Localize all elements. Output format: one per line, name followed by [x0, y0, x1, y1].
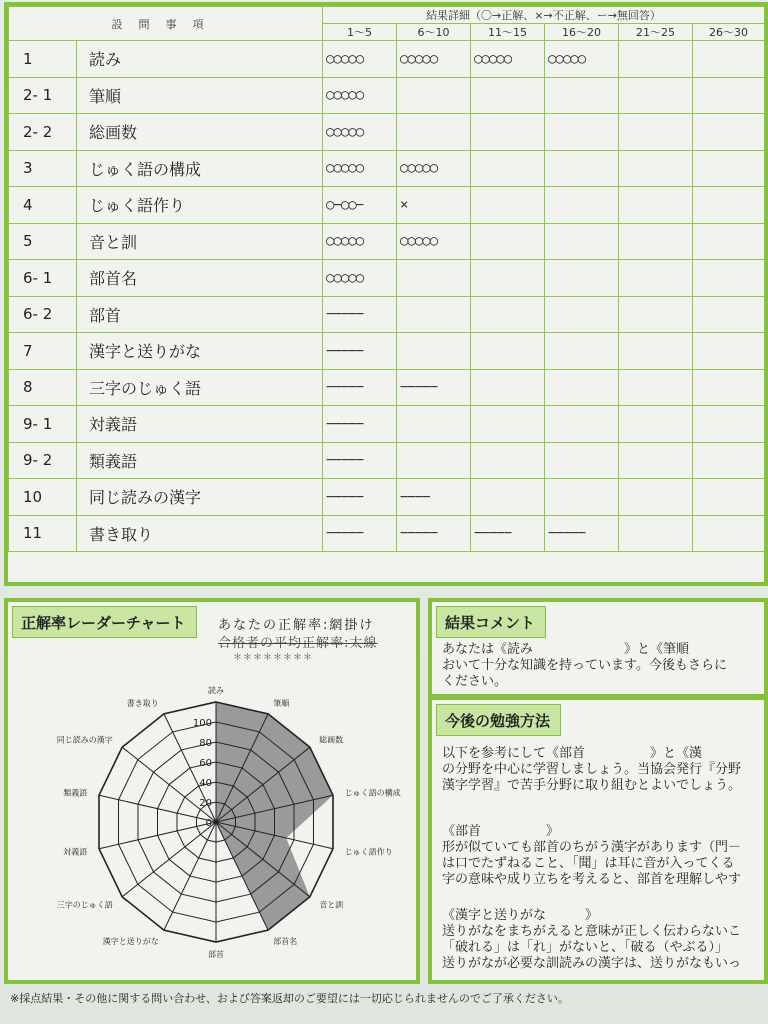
study-p1-line-2: の分野を中心に学習しましょう。当協会発行『分野	[442, 762, 742, 777]
table-row	[9, 41, 765, 78]
result-cell	[471, 260, 545, 297]
result-cell	[693, 406, 765, 443]
result-cell	[619, 41, 693, 78]
results-table	[4, 2, 768, 586]
result-cell: −−−−−	[323, 406, 397, 443]
result-cell	[397, 296, 471, 333]
result-cell: ○○○○○	[323, 223, 397, 260]
result-cell	[471, 479, 545, 516]
study-p3-line-1: 送りがなをまちがえると意味が正しく伝わらないこ	[442, 924, 742, 939]
scale-label: 0	[205, 818, 212, 829]
scale-label: 100	[192, 718, 212, 729]
study-p3-line-3: 送りがなが必要な訓読みの漢字は、送りがなもいっ	[442, 956, 742, 971]
result-cell	[693, 41, 765, 78]
table-row	[9, 77, 765, 114]
result-cell	[545, 223, 619, 260]
result-cell	[619, 150, 693, 187]
scale-label: 60	[199, 758, 212, 769]
question-name: 総画数	[77, 114, 323, 151]
result-cell: ○−○○−	[323, 187, 397, 224]
table-row	[9, 260, 765, 297]
footer-note: ※採点結果・その他に関する問い合わせ、および答案返却のご要望には一切応じられませんのでご了承ください。	[10, 992, 569, 1005]
axis-label: 書き取り	[126, 699, 159, 709]
result-cell	[397, 406, 471, 443]
study-p2-line-3: 字の意味や成り立ちを考えると、部首を理解しやす	[442, 872, 742, 887]
result-cell	[545, 296, 619, 333]
result-cell	[619, 187, 693, 224]
result-cell: −−−−−	[323, 479, 397, 516]
result-cell	[693, 515, 765, 552]
result-cell: −−−−−	[323, 333, 397, 370]
comment-panel	[428, 598, 768, 698]
result-cell	[545, 442, 619, 479]
question-name: 類義語	[77, 442, 323, 479]
header-detail: 結果詳細（〇→正解、×→不正解、ー→無回答）	[323, 7, 765, 24]
result-cell	[545, 114, 619, 151]
question-name: 対義語	[77, 406, 323, 443]
range-header: 16～20	[545, 24, 619, 41]
question-name: じゅく語の構成	[77, 150, 323, 187]
axis-spoke	[164, 822, 216, 930]
result-cell	[471, 114, 545, 151]
result-cell	[471, 223, 545, 260]
result-cell	[693, 223, 765, 260]
question-name: 部首	[77, 296, 323, 333]
axis-label: 同じ読みの漢字	[56, 735, 113, 745]
study-panel	[428, 696, 768, 984]
axis-label: 対義語	[63, 847, 88, 857]
question-name: 部首名	[77, 260, 323, 297]
result-cell	[619, 369, 693, 406]
result-cell: ×	[397, 187, 471, 224]
result-cell: ○○○○○	[323, 41, 397, 78]
question-number: 6- 2	[9, 296, 77, 333]
result-cell	[693, 479, 765, 516]
question-number: 11	[9, 515, 77, 552]
result-cell: ○○○○○	[323, 260, 397, 297]
scale-label: 80	[199, 738, 212, 749]
axis-label: 類義語	[63, 788, 88, 798]
table-row	[9, 515, 765, 552]
question-number: 7	[9, 333, 77, 370]
question-number: 10	[9, 479, 77, 516]
comment-line-1: あなたは《読み 》と《筆順	[442, 642, 690, 657]
axis-label: じゅく語作り	[344, 847, 393, 857]
question-name: じゅく語作り	[77, 187, 323, 224]
study-p3-heading: 《漢字と送りがな 》	[442, 908, 599, 923]
result-cell: ○○○○○	[397, 223, 471, 260]
result-cell	[619, 223, 693, 260]
question-name: 同じ読みの漢字	[77, 479, 323, 516]
question-number: 2- 2	[9, 114, 77, 151]
result-cell	[397, 77, 471, 114]
result-cell: ○○○○○	[323, 114, 397, 151]
study-p2-heading: 《部首 》	[442, 824, 560, 839]
axis-label: 読み	[208, 686, 224, 695]
result-cell	[619, 515, 693, 552]
result-cell	[545, 187, 619, 224]
result-cell: ○○○○○	[397, 150, 471, 187]
result-cell: −−−−−	[397, 515, 471, 552]
axis-spoke	[122, 822, 216, 897]
comment-line-3: ください。	[442, 674, 508, 689]
result-cell: ○○○○○	[545, 41, 619, 78]
table-row	[9, 479, 765, 516]
study-p1-line-1: 以下を参考にして《部首 》と《漢	[442, 746, 703, 761]
radar-panel	[4, 598, 420, 984]
result-cell	[693, 114, 765, 151]
result-cell	[619, 406, 693, 443]
result-cell: ○○○○○	[323, 77, 397, 114]
result-cell	[619, 260, 693, 297]
result-cell	[693, 150, 765, 187]
table-row	[9, 296, 765, 333]
table-row	[9, 369, 765, 406]
result-cell	[693, 296, 765, 333]
result-cell	[693, 333, 765, 370]
axis-label: 筆順	[273, 699, 290, 709]
result-cell	[397, 114, 471, 151]
result-cell	[471, 333, 545, 370]
result-cell	[471, 369, 545, 406]
result-cell	[619, 479, 693, 516]
result-cell: −−−−−	[471, 515, 545, 552]
table-row	[9, 406, 765, 443]
results-grid	[8, 6, 765, 552]
study-p2-line-2: は口でたずねること、「聞」は耳に音が入ってくる	[442, 856, 735, 871]
axis-label: 三字のじゅく語	[56, 900, 113, 910]
scale-label: 20	[199, 798, 212, 809]
question-number: 4	[9, 187, 77, 224]
radar-legend-user: あなたの正解率:網掛け	[218, 618, 375, 633]
result-cell: −−−−−	[323, 442, 397, 479]
result-cell: ○○○○○	[397, 41, 471, 78]
range-header: 26～30	[693, 24, 765, 41]
radar-legend-average: 合格者の平均正解率:太線	[218, 636, 378, 651]
result-cell: ○○○○○	[471, 41, 545, 78]
question-name: 筆順	[77, 77, 323, 114]
axis-label: 漢字と送りがな	[102, 936, 159, 946]
result-cell	[545, 369, 619, 406]
table-row	[9, 333, 765, 370]
study-p2-line-1: 形が似ていても部首のちがう漢字があります（門－	[442, 840, 742, 855]
question-name: 読み	[77, 41, 323, 78]
axis-label: 部首	[208, 950, 224, 959]
comment-title: 結果コメント	[436, 606, 546, 638]
header-item: 設問事項	[9, 7, 323, 41]
radar-title: 正解率レーダーチャート	[12, 606, 197, 638]
result-cell	[693, 442, 765, 479]
table-row	[9, 442, 765, 479]
range-header: 21～25	[619, 24, 693, 41]
table-row	[9, 114, 765, 151]
result-cell	[471, 77, 545, 114]
result-cell	[397, 260, 471, 297]
question-number: 2- 1	[9, 77, 77, 114]
result-cell	[545, 77, 619, 114]
result-cell	[693, 369, 765, 406]
axis-label: じゅく語の構成	[344, 788, 401, 798]
question-number: 1	[9, 41, 77, 78]
result-cell: −−−−−	[323, 515, 397, 552]
table-row	[9, 150, 765, 187]
result-cell: −−−−	[397, 479, 471, 516]
scale-label: 40	[199, 778, 212, 789]
study-p1-line-3: 漢字学習』で苦手分野に取り組むとよいでしょう。	[442, 778, 742, 793]
result-cell	[471, 406, 545, 443]
table-row	[9, 187, 765, 224]
result-cell	[397, 333, 471, 370]
result-cell: −−−−−	[323, 369, 397, 406]
result-cell	[619, 333, 693, 370]
result-cell	[471, 296, 545, 333]
result-cell	[619, 77, 693, 114]
axis-label: 総画数	[319, 735, 344, 745]
comment-line-2: おいて十分な知識を持っています。今後もさらに	[442, 658, 727, 673]
result-cell: −−−−−	[545, 515, 619, 552]
result-cell	[545, 406, 619, 443]
question-number: 8	[9, 369, 77, 406]
range-header: 6～10	[397, 24, 471, 41]
result-cell: −−−−−	[397, 369, 471, 406]
radar-chart	[8, 662, 416, 984]
study-title: 今後の勉強方法	[436, 704, 561, 736]
result-cell	[545, 150, 619, 187]
range-header: 1～5	[323, 24, 397, 41]
question-name: 漢字と送りがな	[77, 333, 323, 370]
results-body	[9, 41, 765, 552]
result-cell: ○○○○○	[323, 150, 397, 187]
result-cell	[619, 296, 693, 333]
question-name: 書き取り	[77, 515, 323, 552]
result-cell	[545, 260, 619, 297]
question-name: 三字のじゅく語	[77, 369, 323, 406]
result-cell	[619, 114, 693, 151]
result-cell	[397, 442, 471, 479]
result-cell	[693, 260, 765, 297]
result-cell	[693, 77, 765, 114]
result-cell	[471, 150, 545, 187]
question-name: 音と訓	[77, 223, 323, 260]
result-cell: −−−−−	[323, 296, 397, 333]
question-number: 9- 2	[9, 442, 77, 479]
result-cell	[693, 187, 765, 224]
table-row	[9, 223, 765, 260]
result-cell	[471, 442, 545, 479]
question-number: 3	[9, 150, 77, 187]
axis-label: 音と訓	[319, 900, 344, 910]
study-p3-line-2: 「破れる」は「れ」がないと、「破る（やぶる）」	[442, 940, 729, 955]
question-number: 5	[9, 223, 77, 260]
result-cell	[471, 187, 545, 224]
radar-legend-marks: ＊＊＊＊＊＊＊＊	[233, 653, 314, 663]
question-number: 9- 1	[9, 406, 77, 443]
range-header: 11～15	[471, 24, 545, 41]
axis-label: 部首名	[273, 936, 298, 946]
result-cell	[545, 333, 619, 370]
result-cell	[619, 442, 693, 479]
question-number: 6- 1	[9, 260, 77, 297]
result-cell	[545, 479, 619, 516]
